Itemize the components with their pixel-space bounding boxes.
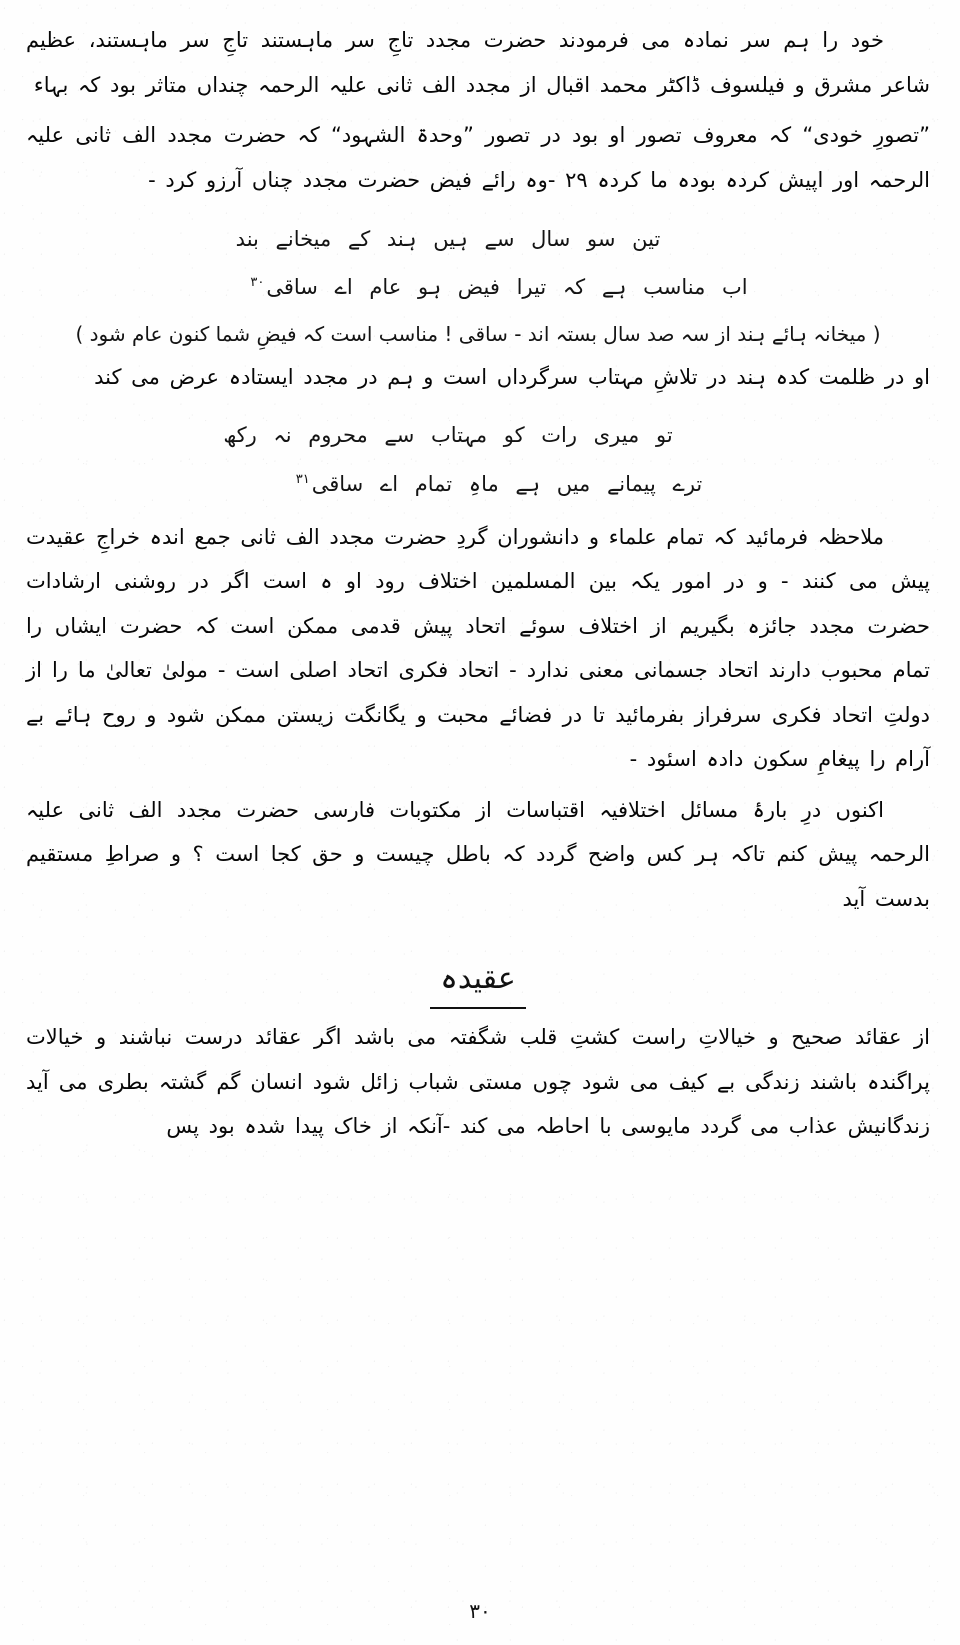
- parenthetical-line-1: ( میخانہ ہائے ہند از سہ صد سال بستہ اند - ساقی ! مناسب است کہ فیضِ شما کنون عام شود ): [75, 322, 881, 347]
- paragraph-5: از عقائد صحیح و خیالاتِ راست کشتِ قلب شگفتہ می باشد اگر عقائد درست نباشند و خیالات پراگندہ باشند زندگی بے کیف می شود چوں مستی شباب زائل شود انسان گم گشتہ بطری می آید زندگانیش عذاب می گردد مایوسی با احاطہ می کند -آنکہ از خاک پیدا شدہ بود پس: [26, 1025, 930, 1139]
- section-heading: [26, 955, 930, 1009]
- spacer: [26, 208, 930, 214]
- paragraph-4: اکنوں درِ بارۂ مسائل اختلافیہ اقتباسات از مکتوبات فارسی حضرت مجدد الف ثانی علیہ الرحمہ پیش کنم تاکہ ہر کس واضح گردد کہ باطل چیست و حق کجا است ؟ و صراطِ مستقیم بدست آید: [26, 797, 930, 911]
- verse-3: تو میری رات کو مہتاب سے محروم نہ رکھ: [223, 423, 673, 448]
- verse-2-footnote-marker: ۳۰: [250, 275, 265, 291]
- verse-1: تین سو سال سے ہیں ہند کے میخانے بند: [235, 227, 661, 252]
- parenthetical-line-2: او در ظلمت کدہ ہند در تلاشِ مہتاب سرگرداں است و ہم در مجدد ایستادہ عرض می کند: [94, 365, 930, 390]
- verse-2-text: اب مناسب ہے کہ تیرا فیض ہو عام اے ساقی: [266, 275, 748, 300]
- paragraph-1: خود را ہم سر نمادہ می فرمودند حضرت مجدد تاجِ سر ماہستند تاجِ سر ماہستند، عظیم شاعر مشرق و فیلسوف ڈاکٹر محمد اقبال از مجدد الف ثانی علیہ الرحمہ چنداں متاثر بود کہ بہاء: [26, 28, 930, 97]
- verse-4-footnote-marker: ۳۱: [295, 471, 310, 487]
- section-heading-text: عقیدہ: [430, 955, 525, 1009]
- spacer: [26, 404, 930, 410]
- paragraph-2: ”تصورِ خودی“ کہ معروف تصور او بود در تصور ”وحدۃ الشہود“ کہ حضرت مجدد الف ثانی علیہ الرحمہ اور اپیش کردہ بودہ ما کردہ ۲۹ -وہ رائے فیض حضرت مجدد چناں آرزو کرد -: [26, 123, 930, 192]
- verse-4-text: ترے پیمانے میں ہے ماہِ تمام اے ساقی: [311, 471, 703, 496]
- verse-4: [26, 461, 930, 507]
- paragraph-3: ملاحظہ فرمائید کہ تمام علماء و دانشوران گردِ حضرت مجدد الف ثانی جمع اندہ خراجِ عقیدت پیش می کنند - و در امور یکہ بین المسلمین اختلاف رود او ہ است اگر در روشنی ارشادات حضرت مجدد جائزہ بگیریم از اختلاف سوئے اتحاد پیش قدمی ممکن است کہ حضرت ایشاں را تمام محبوب دارند اتحاد جسمانی معنی ندارد - اتحاد فکری اتحاد اصلی است - مولیٰ تعالیٰ ما را از دولتِ اتحاد فکری سرفراز بفرمائید تا در فضائے محبت و یگانگت زیستن ممکن شود و روح ہائے بے آرام را پیغامِ سکون دادہ اسئود -: [26, 524, 930, 772]
- page-number: ۳۰: [469, 1599, 491, 1623]
- verse-2: [26, 264, 930, 310]
